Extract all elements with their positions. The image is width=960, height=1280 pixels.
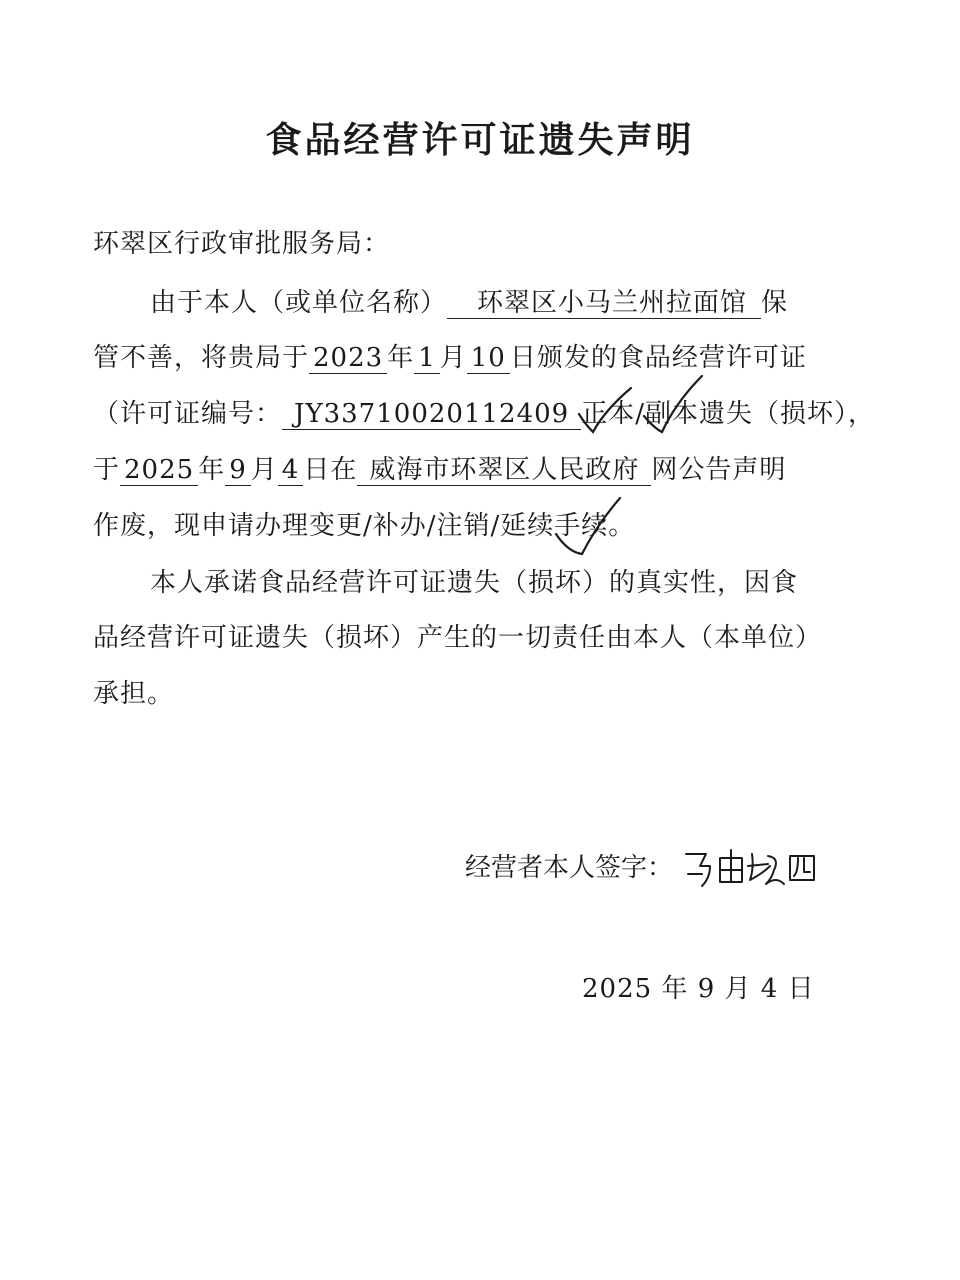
- para1-l1-pre: 由于本人（或单位名称）: [150, 288, 448, 318]
- declaration-date: 2025 年 9 月 4 日: [582, 974, 815, 1004]
- para2-line1: 本人承诺食品经营许可证遗失（损坏）的真实性，因食: [150, 568, 799, 598]
- para1-l4-pre: 于: [93, 455, 121, 485]
- check-mark-renewal-icon: [552, 494, 624, 560]
- para1-line4: [93, 452, 786, 488]
- recipient-line: 环翠区行政审批服务局：: [93, 229, 391, 259]
- para1-l3-post: 正本/副本遗失（损坏），: [581, 399, 875, 429]
- license-number-field: JY33710020112409: [282, 399, 581, 430]
- pub-month-field: 9: [225, 455, 251, 486]
- issue-day-field: 10: [467, 343, 510, 374]
- document-title: 食品经营许可证遗失声明: [265, 120, 695, 161]
- handwritten-signature: [680, 844, 820, 894]
- para2-line3: 承担。: [93, 679, 175, 709]
- pub-day-suffix: 日在: [303, 455, 358, 485]
- year-suffix: 年: [387, 343, 415, 373]
- pub-day-field: 4: [278, 455, 304, 486]
- para1-l2-pre: 管不善，将贵局于: [93, 343, 310, 373]
- para1-l1-post: 保: [761, 288, 789, 318]
- para1-l4-post: 网公告声明: [651, 455, 787, 485]
- issue-month-field: 1: [414, 343, 440, 374]
- issue-year-field: 2023: [309, 343, 387, 374]
- pub-year-suffix: 年: [198, 455, 226, 485]
- pub-year-field: 2025: [120, 455, 198, 486]
- para1-line2: [93, 340, 807, 376]
- pub-month-suffix: 月: [250, 455, 278, 485]
- pub-site-field: 威海市环翠区人民政府: [357, 455, 651, 486]
- para1-line5: 作废，现申请办理变更/补办/注销/延续手续。: [93, 511, 636, 541]
- signature-label: 经营者本人签字：: [465, 853, 674, 883]
- signature-row: [465, 848, 673, 888]
- para1-line3: [93, 396, 875, 432]
- check-mark-copy-icon: [640, 372, 706, 438]
- unit-name-field: 环翠区小马兰州拉面馆: [447, 288, 761, 319]
- para2-line2: 品经营许可证遗失（损坏）产生的一切责任由本人（本单位）: [93, 623, 823, 653]
- para1-l3-pre: （许可证编号：: [93, 399, 283, 429]
- para1-l2-post: 日颁发的食品经营许可证: [509, 343, 807, 373]
- para1-line1: [150, 285, 788, 321]
- month-suffix: 月: [439, 343, 467, 373]
- check-mark-original-icon: [575, 384, 635, 440]
